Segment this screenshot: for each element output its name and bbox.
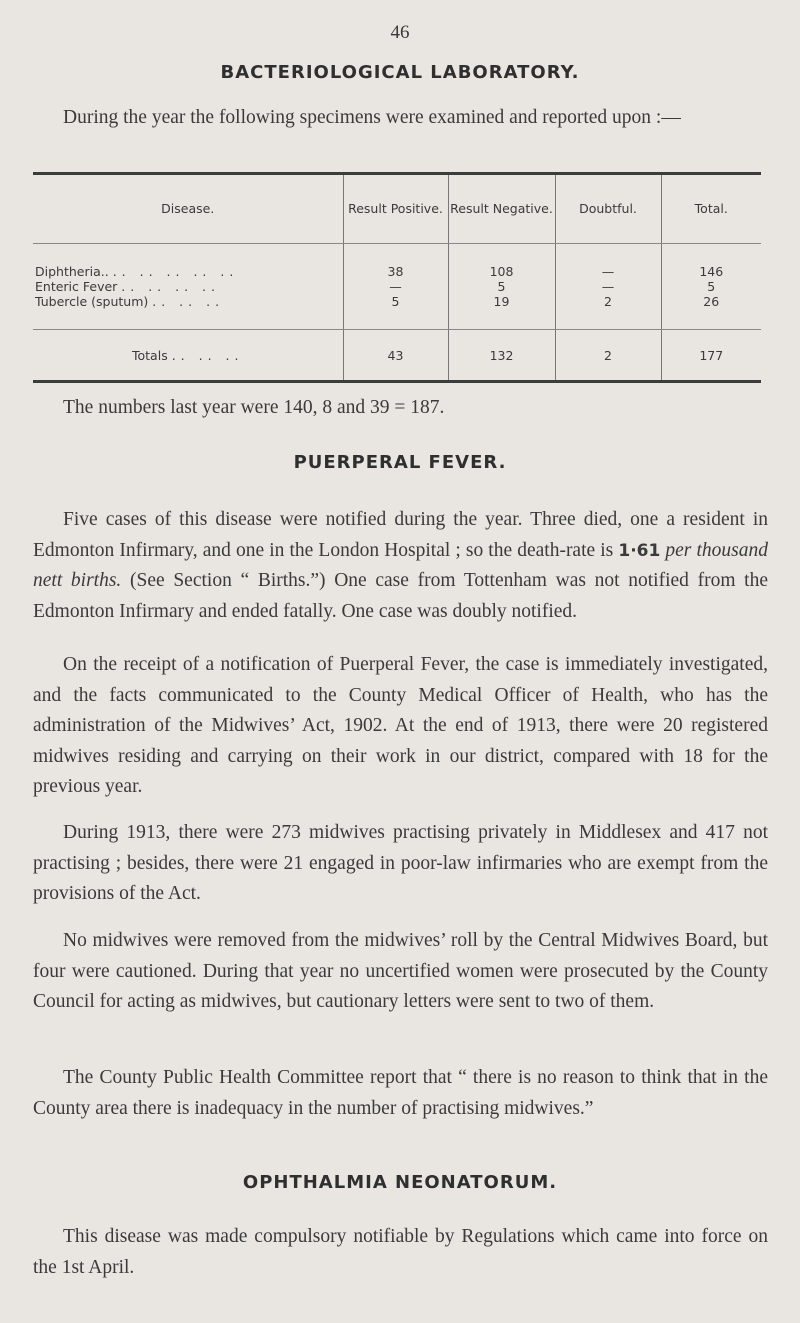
puerperal-paragraph-2: On the receipt of a notification of Puerperal Fever, the case is immediately investigated, and the facts communicated to the County Medical Officer of Health, who has the administration of the Midwives’ Act, 1902. At the end of 1913, there were 20 registered midwives residing and carrying on their work in our district, compared with 18 for the previous year.: [33, 654, 768, 797]
row-disease: Enteric Fever .. .. .. ..: [35, 279, 220, 294]
bacteriological-intro: During the year the following specimens were examined and reported upon :—: [63, 107, 681, 128]
puerperal-paragraph-4: No midwives were removed from the midwives’ roll by the Central Midwives Board, but four were cautioned. During that year no uncertified women were prosecuted by the County Council for acting as midwives, but cautionary letters were sent to two of them.: [33, 930, 768, 1012]
last-year-note: The numbers last year were 140, 8 and 39 = 187.: [63, 397, 445, 418]
totals-doubtful: 2: [555, 330, 661, 381]
puerperal-paragraph-5: The County Public Health Committee report that “ there is no reason to think that in the County area there is inadequacy in the number of practising midwives.”: [33, 1067, 768, 1119]
row-disease: Diphtheria.. .. .. .. .. ..: [35, 264, 239, 279]
bacteriological-heading: BACTERIOLOGICAL LABORATORY.: [220, 62, 580, 83]
header-total: Total.: [661, 175, 761, 244]
row-positive: —: [343, 279, 448, 294]
header-result-positive: Result Positive.: [343, 175, 448, 244]
row-negative: 19: [448, 294, 555, 330]
page-number: 46: [390, 22, 410, 43]
row-total: 26: [661, 294, 761, 330]
row-negative: 5: [448, 279, 555, 294]
ophthalmia-heading: OPHTHALMIA NEONATORUM.: [242, 1172, 558, 1193]
totals-total: 177: [661, 330, 761, 381]
row-doubtful: —: [555, 244, 661, 280]
header-result-negative: Result Negative.: [448, 175, 555, 244]
row-positive: 38: [343, 244, 448, 280]
ophthalmia-paragraph-1: This disease was made compulsory notifiable by Regulations which came into force on the 1st April.: [33, 1226, 768, 1278]
table-row: [33, 294, 761, 330]
table-bottom-rule: [33, 380, 761, 383]
header-disease: Disease.: [33, 175, 343, 244]
totals-row: [33, 330, 761, 381]
header-doubtful: Doubtful.: [555, 175, 661, 244]
puerperal-paragraph-3: During 1913, there were 273 midwives practising privately in Middlesex and 417 not practising ; besides, there were 21 engaged in poor-law infirmaries who are exempt from the provisions of the Act.: [33, 822, 768, 904]
totals-label: Totals .. .. ..: [132, 347, 244, 363]
death-rate-value: 1·61: [618, 540, 661, 561]
row-total: 5: [661, 279, 761, 294]
row-disease: Tubercle (sputum) .. .. ..: [33, 294, 343, 330]
row-doubtful: —: [555, 279, 661, 294]
puerperal-paragraph-1: Five cases of this disease were notified during the year. Three died, one a resident in Edmonton Infirmary, and one in the London Hospital ; so the death-rate is 1·61 per thousand nett births. (See Section “ Births.”) One case from Tottenham was not notified from the Edmonton Infirmary and ended fatally. One case was doubly notified.: [33, 509, 768, 622]
row-positive: 5: [343, 294, 448, 330]
table-header-row: [33, 175, 761, 244]
totals-positive: 43: [343, 330, 448, 381]
specimens-table: [33, 172, 761, 383]
table-row: [33, 279, 761, 294]
totals-negative: 132: [448, 330, 555, 381]
row-total: 146: [661, 244, 761, 280]
table-row: [33, 244, 761, 280]
row-negative: 108: [448, 244, 555, 280]
puerperal-heading: PUERPERAL FEVER.: [293, 452, 507, 473]
row-doubtful: 2: [555, 294, 661, 330]
